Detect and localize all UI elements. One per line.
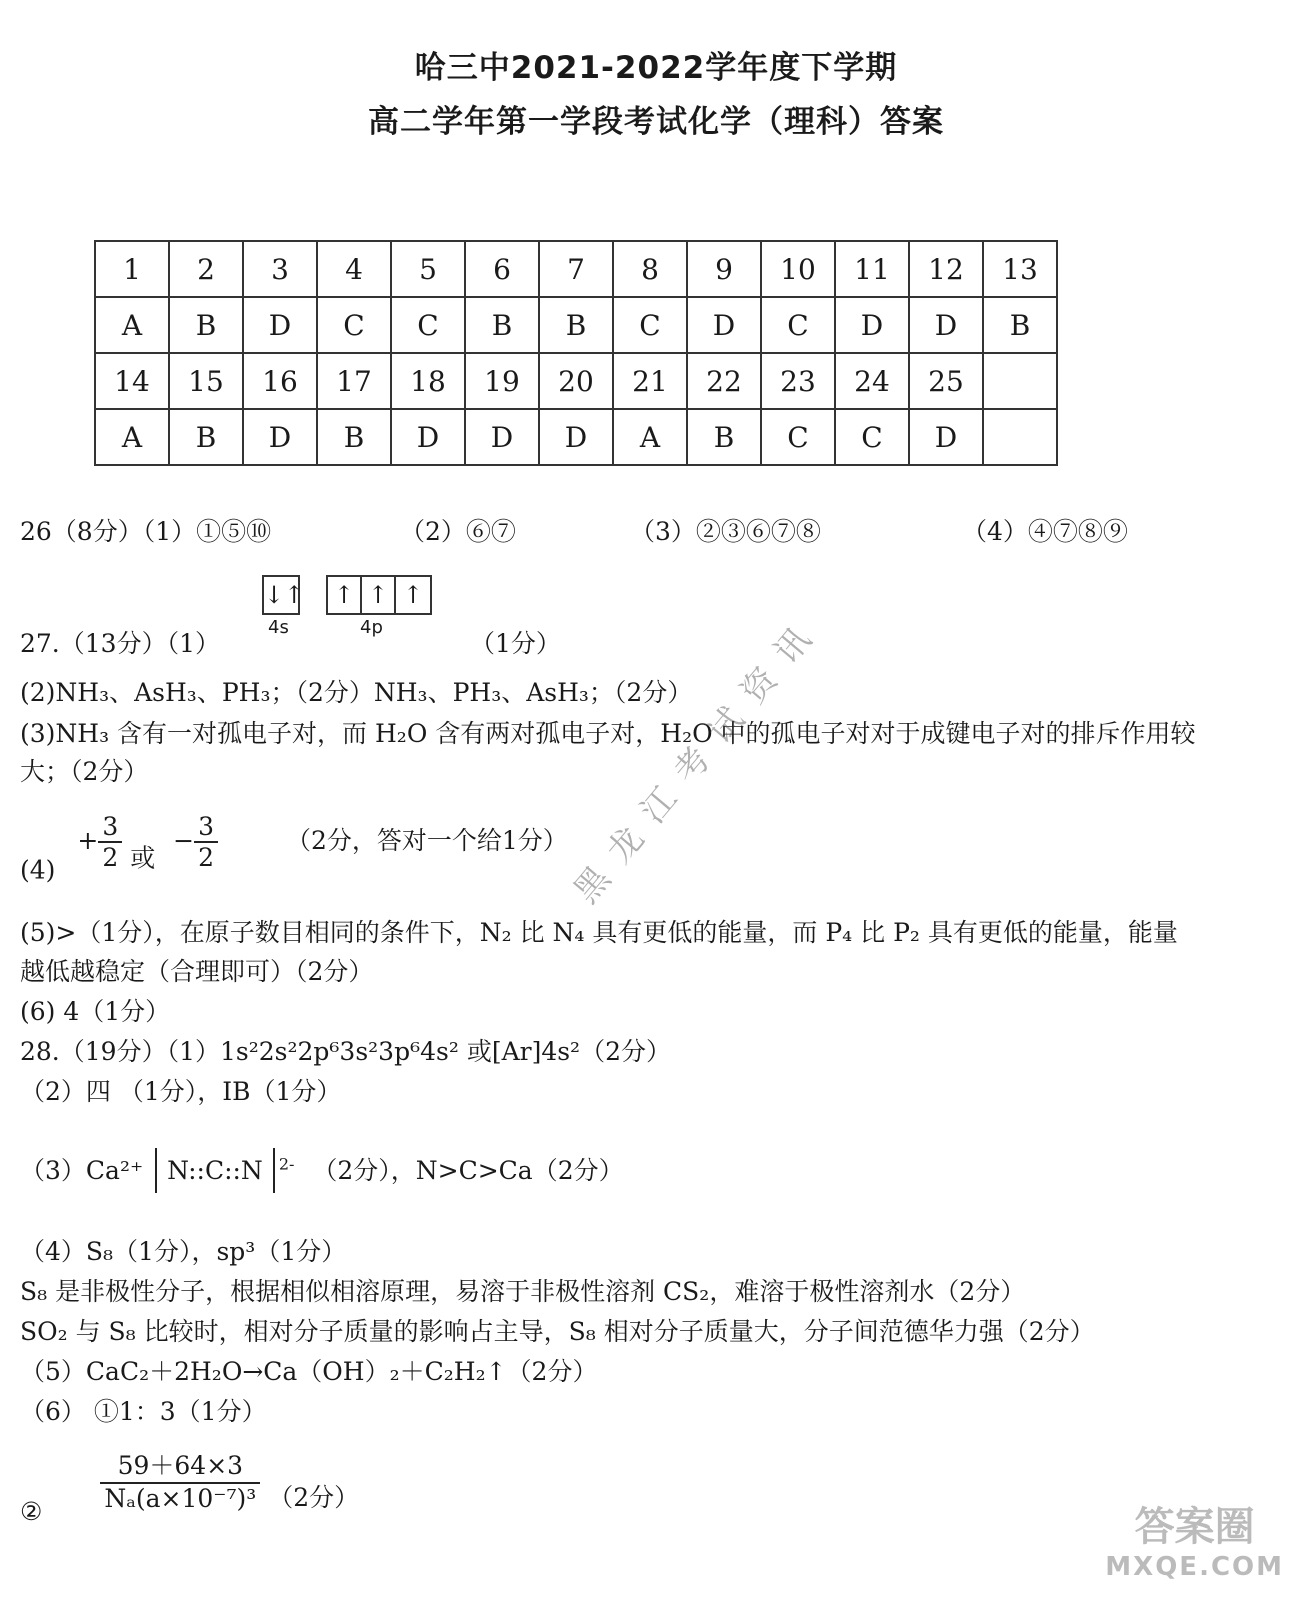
table-cell: A — [95, 409, 169, 465]
answer-table — [94, 240, 1058, 466]
table-cell — [983, 353, 1057, 409]
table-cell: 25 — [909, 353, 983, 409]
table-cell: 6 — [465, 241, 539, 297]
table-cell: 18 — [391, 353, 465, 409]
q27-part5-line1: (5)>（1分），在原子数目相同的条件下，N₂ 比 N₄ 具有更低的能量，而 P₄ 比 P₂ 具有更低的能量，能量 — [20, 918, 1178, 947]
table-cell: B — [317, 409, 391, 465]
q28-part4-line3: SO₂ 与 S₈ 比较时，相对分子质量的影响占主导，S₈ 相对分子质量大，分子间范德华力强（2分） — [20, 1317, 1095, 1346]
orbital-box: ↑ — [328, 577, 362, 613]
q28-part6: （6） ①1：3（1分） — [20, 1397, 267, 1426]
q26-part4: （4）④⑦⑧⑨ — [962, 517, 1128, 546]
table-cell: 24 — [835, 353, 909, 409]
page-subtitle: 高二学年第一学段考试化学（理科）答案 — [368, 104, 944, 140]
table-cell: B — [169, 297, 243, 353]
electron-formula: N::C::N — [155, 1148, 275, 1193]
table-row — [95, 297, 1057, 353]
table-cell: C — [761, 297, 835, 353]
table-cell: C — [317, 297, 391, 353]
table-cell: B — [983, 297, 1057, 353]
table-cell — [983, 409, 1057, 465]
q27-part6: (6) 4（1分） — [20, 997, 171, 1026]
table-cell: D — [465, 409, 539, 465]
table-cell: D — [243, 297, 317, 353]
table-cell: D — [835, 297, 909, 353]
table-cell: B — [539, 297, 613, 353]
orbital-box: ↑ — [402, 581, 424, 609]
table-cell: 7 — [539, 241, 613, 297]
table-row — [95, 409, 1057, 465]
table-cell: B — [687, 409, 761, 465]
table-cell: 16 — [243, 353, 317, 409]
table-cell: C — [391, 297, 465, 353]
table-cell: D — [391, 409, 465, 465]
table-row — [95, 353, 1057, 409]
table-cell: A — [95, 297, 169, 353]
fraction: $\frac{3}{2}$ — [98, 812, 122, 872]
table-cell: 3 — [243, 241, 317, 297]
q28-part4-line2: S₈ 是非极性分子，根据相似相溶原理，易溶于非极性溶剂 CS₂，难溶于极性溶剂水（2分） — [20, 1277, 1026, 1306]
table-cell: 14 — [95, 353, 169, 409]
orbital-box: ↑ — [362, 577, 396, 613]
q27-head: 27.（13分）（1） — [20, 629, 220, 658]
table-cell: C — [613, 297, 687, 353]
table-cell: 4 — [317, 241, 391, 297]
table-cell: 11 — [835, 241, 909, 297]
table-cell: A — [613, 409, 687, 465]
table-cell: D — [687, 297, 761, 353]
table-cell: D — [243, 409, 317, 465]
q27-part3-line2: 大；（2分） — [20, 757, 149, 786]
table-cell: 1 — [95, 241, 169, 297]
q27-part4: (4) + $\frac{3}{2}$ 或 − $\frac{3}{2}$ （2分，答对一个给1分） — [20, 812, 568, 885]
q26-part2: （2）⑥⑦ — [400, 517, 516, 546]
table-cell: 12 — [909, 241, 983, 297]
orbital-4s — [262, 575, 305, 615]
table-cell: 22 — [687, 353, 761, 409]
q27-part5-line2: 越低越稳定（合理即可）（2分） — [20, 957, 374, 986]
q28-part5: （5）CaC₂＋2H₂O→Ca（OH）₂＋C₂H₂↑（2分） — [20, 1357, 598, 1386]
table-cell: 17 — [317, 353, 391, 409]
q27-part3-line1: (3)NH₃ 含有一对孤电子对，而 H₂O 含有两对孤电子对，H₂O 中的孤电子对对于成键电子对的排斥作用较 — [20, 719, 1196, 748]
table-cell: D — [909, 297, 983, 353]
table-cell: 9 — [687, 241, 761, 297]
q28-part6-formula: ② $\frac{59+64\times 3}{\text{Nₐ(a×10⁻⁷)³}}$ （2分） — [20, 1446, 359, 1526]
orbital-4p — [326, 575, 432, 615]
table-cell: B — [169, 409, 243, 465]
q28-part1: 28.（19分）（1）1s²2s²2p⁶3s²3p⁶4s² 或[Ar]4s²（2分） — [20, 1037, 671, 1066]
watermark: 黑龙江考试资讯 — [566, 606, 831, 911]
q27-part2: (2)NH₃、AsH₃、PH₃；（2分）NH₃、PH₃、AsH₃；（2分） — [20, 678, 693, 707]
page-title: 哈三中2021-2022学年度下学期 — [414, 50, 898, 86]
q28-part3: （3）Ca²⁺ N::C::N $^{2-}$ （2分），N>C>Ca（2分） — [20, 1148, 624, 1193]
table-cell: D — [539, 409, 613, 465]
brand-logo: 答案圈 MXQE.COM — [1105, 1504, 1284, 1582]
q27-score1: （1分） — [470, 629, 561, 658]
table-cell: 13 — [983, 241, 1057, 297]
table-cell: C — [835, 409, 909, 465]
orbital-label-4p: 4p — [360, 617, 383, 638]
table-cell: C — [761, 409, 835, 465]
fraction: $\frac{59+64\times 3}{\text{Nₐ(a×10⁻⁷)³}}$ — [100, 1446, 260, 1513]
table-cell: 10 — [761, 241, 835, 297]
orbital-box: ↓↑ — [264, 581, 305, 609]
q26-part1: 26（8分）（1）①⑤⑩ — [20, 517, 272, 546]
q28-part2: （2）四 （1分），ⅠB（1分） — [20, 1077, 342, 1106]
table-cell: 15 — [169, 353, 243, 409]
orbital-label-4s: 4s — [268, 617, 289, 638]
table-cell: D — [909, 409, 983, 465]
table-cell: B — [465, 297, 539, 353]
table-cell: 19 — [465, 353, 539, 409]
table-cell: 8 — [613, 241, 687, 297]
table-row — [95, 241, 1057, 297]
table-cell: 23 — [761, 353, 835, 409]
fraction: $\frac{3}{2}$ — [194, 812, 218, 872]
table-cell: 20 — [539, 353, 613, 409]
table-cell: 2 — [169, 241, 243, 297]
q28-part4: （4）S₈（1分），sp³（1分） — [20, 1237, 347, 1266]
table-cell: 21 — [613, 353, 687, 409]
q26-part3: （3）②③⑥⑦⑧ — [630, 517, 821, 546]
table-cell: 5 — [391, 241, 465, 297]
